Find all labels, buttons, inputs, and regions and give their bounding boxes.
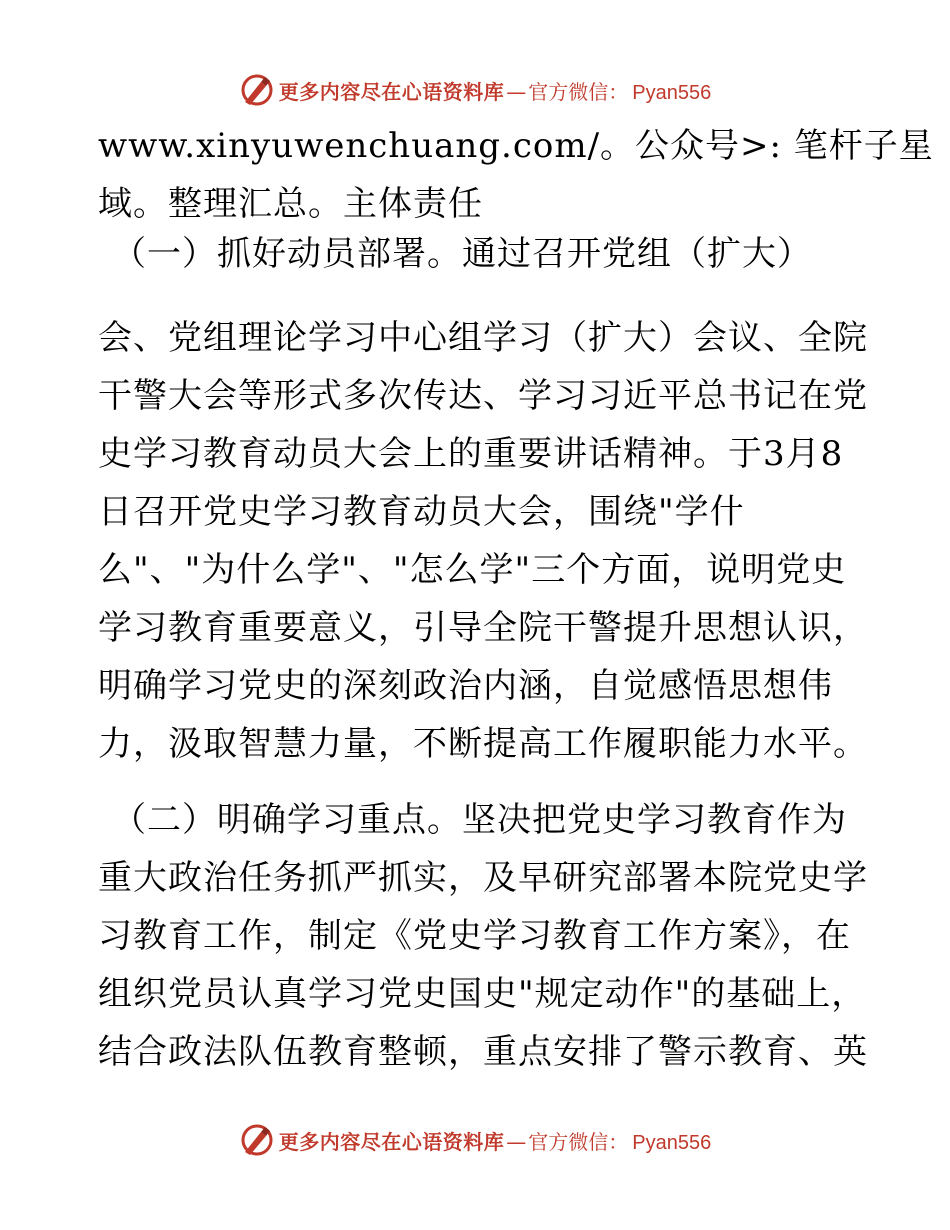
banner-main-text: 更多内容尽在心语资料库 bbox=[278, 79, 505, 104]
body-line: 史学习教育动员大会上的重要讲话精神。于3月8 bbox=[98, 434, 844, 474]
body-line: 明确学习党史的深刻政治内涵，自觉感悟思想伟 bbox=[98, 666, 833, 706]
pen-circle-logo-icon bbox=[239, 1122, 275, 1158]
body-line: 干警大会等形式多次传达、学习习近平总书记在党 bbox=[98, 376, 868, 416]
body-line: 习教育工作，制定《党史学习教育工作方案》，在 bbox=[98, 916, 851, 956]
body-line: 重大政治任务抓严抓实，及早研究部署本院党史学 bbox=[98, 858, 868, 898]
body-line: 力，汲取智慧力量，不断提高工作履职能力水平。 bbox=[98, 724, 868, 764]
body-line: www.xinyuwenchuang.com/。公众号>: 笔杆子星 bbox=[98, 126, 934, 166]
banner-main-text: 更多内容尽在心语资料库 bbox=[278, 1129, 505, 1154]
banner-wechat-handle: Pyan556 bbox=[632, 1131, 712, 1154]
body-line: 学习教育重要意义，引导全院干警提升思想认识， bbox=[98, 608, 868, 648]
banner-text bbox=[279, 1126, 711, 1155]
footer-banner bbox=[0, 1120, 950, 1160]
banner-wechat-handle: Pyan556 bbox=[632, 81, 712, 104]
banner-separator: — bbox=[506, 1129, 527, 1154]
banner-text bbox=[279, 76, 711, 105]
body-line: 日召开党史学习教育动员大会，围绕"学什 bbox=[98, 492, 745, 532]
banner-separator: — bbox=[506, 79, 527, 104]
body-line: 么"、"为什么学"、"怎么学"三个方面，说明党史 bbox=[98, 550, 847, 590]
body-line: 结合政法队伍教育整顿，重点安排了警示教育、英 bbox=[98, 1032, 868, 1072]
body-line: （二）明确学习重点。坚决把党史学习教育作为 bbox=[112, 800, 847, 840]
body-line: （一）抓好动员部署。通过召开党组（扩大） bbox=[112, 234, 812, 274]
pen-circle-logo-icon bbox=[239, 72, 275, 108]
body-line: 会、党组理论学习中心组学习（扩大）会议、全院 bbox=[98, 318, 868, 358]
banner-wechat-label: 官方微信： bbox=[528, 79, 629, 104]
body-line: 域。整理汇总。主体责任 bbox=[98, 184, 483, 224]
banner-wechat-label: 官方微信： bbox=[528, 1129, 629, 1154]
body-line: 组织党员认真学习党史国史"规定动作"的基础上， bbox=[98, 974, 867, 1014]
header-banner bbox=[0, 70, 950, 110]
